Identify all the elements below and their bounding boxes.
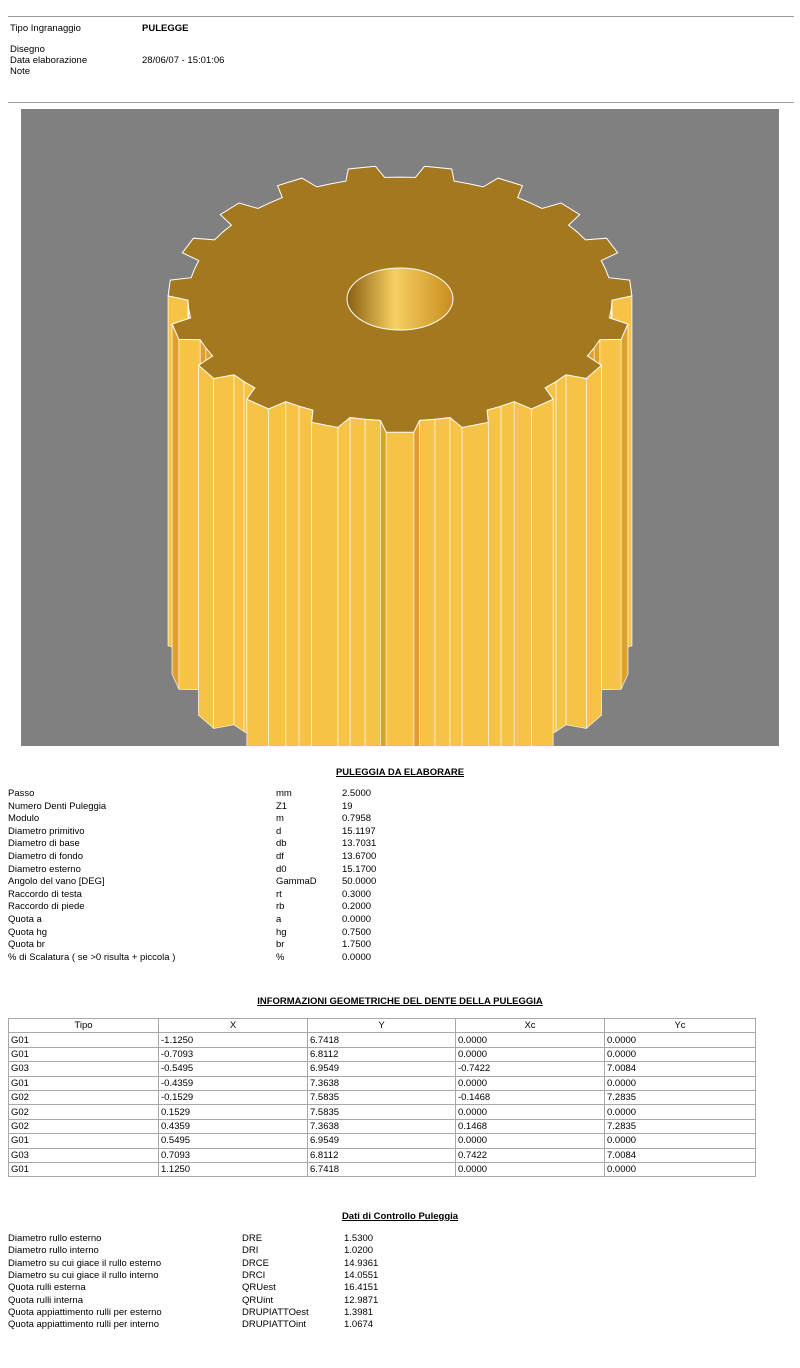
control-symbol: DRE [242, 1233, 263, 1244]
param-symbol: m [276, 813, 284, 825]
control-label: Diametro su cui giace il rullo interno [8, 1269, 159, 1281]
table-row [9, 1076, 756, 1090]
gear-side-facet [338, 418, 350, 747]
control-symbol: DRCE [242, 1257, 269, 1269]
data-value: 28/06/07 - 15:01:06 [142, 55, 225, 66]
table-cell: 6.7418 [308, 1033, 456, 1047]
param-symbol: rb [276, 901, 285, 913]
param-label: % di Scalatura ( se >0 risulta + piccola ) [8, 951, 176, 963]
control-label: Diametro su cui giace il rullo esterno [8, 1257, 162, 1269]
param-value: 15.1700 [342, 863, 377, 875]
param-label: Quota br [8, 939, 45, 951]
gear-side-facet [621, 324, 628, 689]
param-symbol: a [276, 914, 282, 925]
table-cell: 7.2835 [605, 1090, 756, 1104]
gear-bore-hole [347, 268, 453, 330]
control-label: Diametro rullo esterno [8, 1233, 102, 1244]
column-header: Xc [456, 1019, 605, 1033]
header-bottom-rule [8, 102, 794, 103]
section-controllo-title: Dati di Controllo Puleggia [341, 1211, 459, 1222]
control-label: Quota rulli interna [8, 1294, 83, 1306]
gear-side-facet [365, 419, 380, 746]
gear-side-facet [312, 422, 338, 746]
column-header: X [159, 1019, 308, 1033]
tipo-value: PULEGGE [142, 23, 189, 34]
table-cell: 1.1250 [159, 1162, 308, 1176]
control-value: 16.4151 [344, 1282, 379, 1294]
gear-side-facet [566, 375, 586, 729]
table-row [9, 1105, 756, 1119]
gear-side-facet [380, 420, 386, 746]
gear-3d-viewport [21, 109, 779, 746]
param-label: Numero Denti Puleggia [8, 800, 107, 812]
param-value: 15.1197 [342, 825, 376, 837]
param-value: 0.3000 [342, 888, 372, 900]
param-label: Diametro di base [8, 838, 80, 850]
param-value: 50.0000 [342, 876, 377, 888]
table-cell: 0.7422 [456, 1148, 605, 1162]
table-cell: 0.0000 [605, 1076, 756, 1090]
gear-side-facet [450, 418, 462, 747]
table-cell: G02 [9, 1119, 159, 1133]
param-value: 13.6700 [342, 851, 377, 862]
param-label: Diametro primitivo [8, 825, 85, 837]
data-label: Data elaborazione [10, 55, 88, 66]
table-row [9, 1062, 756, 1076]
control-value: 14.9361 [344, 1257, 379, 1269]
note-label: Note [10, 66, 31, 77]
section-geometry-title: INFORMAZIONI GEOMETRICHE DEL DENTE DELLA PULEGGIA [257, 996, 543, 1007]
param-value: 0.7958 [342, 813, 372, 825]
param-symbol: br [276, 939, 285, 951]
gear-side-facet [414, 420, 420, 746]
gear-side-facet [586, 365, 601, 728]
gear-side-facet [600, 339, 621, 689]
section-puleggia-title: PULEGGIA DA ELABORARE [335, 767, 465, 778]
table-cell: -0.1468 [456, 1090, 605, 1104]
table-cell: 0.0000 [605, 1047, 756, 1061]
table-row [9, 1033, 756, 1047]
table-cell: -0.5495 [159, 1062, 308, 1076]
table-cell: G03 [9, 1148, 159, 1162]
table-cell: G01 [9, 1076, 159, 1090]
param-symbol: % [276, 951, 285, 963]
column-header: Y [308, 1019, 456, 1033]
table-cell: 0.0000 [605, 1105, 756, 1119]
disegno-label: Disegno [10, 44, 45, 55]
table-cell: 0.0000 [605, 1162, 756, 1176]
param-value: 0.0000 [342, 951, 372, 963]
control-label: Diametro rullo interno [8, 1245, 99, 1257]
table-cell: 6.9549 [308, 1134, 456, 1148]
gear-side-facet [179, 339, 200, 689]
param-symbol: rt [276, 888, 282, 900]
param-label: Diametro esterno [8, 863, 81, 875]
control-value: 14.0551 [344, 1269, 379, 1281]
table-cell: 7.0084 [605, 1062, 756, 1076]
gear-side-facet [501, 402, 514, 746]
table-cell: 0.0000 [456, 1134, 605, 1148]
param-label: Modulo [8, 813, 40, 825]
control-symbol: DRCI [242, 1269, 266, 1281]
table-row [9, 1119, 756, 1133]
table-cell: 0.0000 [456, 1162, 605, 1176]
param-label: Quota a [8, 914, 42, 925]
tipo-label: Tipo Ingranaggio [10, 23, 81, 34]
column-header: Tipo [9, 1019, 159, 1033]
table-cell: 0.0000 [605, 1033, 756, 1047]
param-value: 19 [342, 800, 353, 812]
param-label: Angolo del vano [DEG] [8, 876, 105, 888]
column-header: Yc [605, 1019, 756, 1033]
control-value: 12.9871 [344, 1294, 379, 1306]
param-symbol: hg [276, 926, 287, 938]
gear-side-facet [286, 402, 299, 746]
geometry-table-header [9, 1019, 756, 1033]
table-cell: G01 [9, 1033, 159, 1047]
table-cell: 7.5835 [308, 1105, 456, 1119]
param-symbol: mm [276, 788, 292, 799]
control-label: Quota appiattimento rulli per interno [8, 1319, 160, 1331]
control-symbol: DRUPIATTOest [242, 1306, 309, 1318]
param-label: Passo [8, 788, 35, 799]
table-cell: 7.3638 [308, 1119, 456, 1133]
control-symbol: QRUint [242, 1294, 274, 1306]
table-cell: 0.5495 [159, 1134, 308, 1148]
table-cell: 6.8112 [308, 1047, 456, 1061]
table-cell: 0.0000 [456, 1105, 605, 1119]
param-label: Diametro di fondo [8, 851, 83, 862]
table-cell: 6.7418 [308, 1162, 456, 1176]
param-value: 1.7500 [342, 939, 372, 951]
param-value: 0.0000 [342, 914, 372, 925]
control-label: Quota rulli esterna [8, 1282, 86, 1294]
gear-side-facet [556, 375, 566, 732]
param-label: Quota hg [8, 926, 48, 938]
table-cell: 0.1529 [159, 1105, 308, 1119]
gear-side-facet [462, 422, 488, 746]
gear-side-facet [199, 365, 214, 728]
gear-render [21, 109, 779, 746]
gear-side-facet [269, 402, 286, 746]
table-cell: 0.0000 [456, 1076, 605, 1090]
top-rule [8, 16, 794, 17]
control-symbol: QRUest [242, 1282, 276, 1294]
table-cell: 7.3638 [308, 1076, 456, 1090]
table-cell: 0.0000 [605, 1134, 756, 1148]
table-cell: -1.1250 [159, 1033, 308, 1047]
param-value: 0.2000 [342, 901, 372, 913]
param-symbol: GammaD [276, 876, 317, 888]
param-value: 0.7500 [342, 926, 372, 938]
table-cell: -0.7422 [456, 1062, 605, 1076]
control-symbol: DRI [242, 1245, 259, 1257]
table-cell: 0.0000 [456, 1047, 605, 1061]
table-row [9, 1090, 756, 1104]
gear-side-facet [420, 419, 435, 746]
table-cell: 0.7093 [159, 1148, 308, 1162]
table-cell: 7.2835 [605, 1119, 756, 1133]
control-value: 1.0200 [344, 1245, 374, 1257]
table-cell: G01 [9, 1047, 159, 1061]
param-symbol: d [276, 825, 282, 837]
geometry-table-body [9, 1033, 756, 1177]
table-cell: G02 [9, 1105, 159, 1119]
param-label: Raccordo di piede [8, 901, 85, 913]
param-symbol: db [276, 838, 287, 850]
gear-side-facet [172, 324, 179, 689]
gear-side-facet [234, 375, 244, 732]
param-value: 2.5000 [342, 788, 372, 799]
table-cell: G03 [9, 1062, 159, 1076]
param-symbol: df [276, 851, 284, 862]
table-cell: 6.9549 [308, 1062, 456, 1076]
gear-side-facet [531, 399, 553, 746]
geometry-table [8, 1018, 756, 1177]
table-cell: -0.4359 [159, 1076, 308, 1090]
table-row [9, 1047, 756, 1061]
table-row [9, 1148, 756, 1162]
param-value: 13.7031 [342, 838, 377, 850]
control-value: 1.3981 [344, 1306, 374, 1318]
table-cell: 7.0084 [605, 1148, 756, 1162]
table-cell: G02 [9, 1090, 159, 1104]
table-cell: 0.1468 [456, 1119, 605, 1133]
table-row [9, 1162, 756, 1176]
control-symbol: DRUPIATTOint [242, 1319, 307, 1331]
table-cell: 0.4359 [159, 1119, 308, 1133]
control-value: 1.5300 [344, 1233, 374, 1244]
gear-side-facet [514, 402, 531, 746]
control-label: Quota appiattimento rulli per esterno [8, 1306, 162, 1318]
table-cell: G01 [9, 1162, 159, 1176]
gear-side-facet [299, 406, 313, 746]
table-cell: 0.0000 [456, 1033, 605, 1047]
gear-side-facet [435, 418, 450, 747]
table-cell: -0.7093 [159, 1047, 308, 1061]
table-cell: 7.5835 [308, 1090, 456, 1104]
table-cell: -0.1529 [159, 1090, 308, 1104]
table-row [9, 1134, 756, 1148]
gear-side-facet [386, 432, 414, 746]
table-cell: G01 [9, 1134, 159, 1148]
table-cell: 6.8112 [308, 1148, 456, 1162]
gear-side-facet [214, 375, 234, 729]
gear-side-facet [487, 406, 501, 746]
gear-side-facet [350, 418, 365, 747]
gear-side-facet [247, 399, 269, 746]
param-label: Raccordo di testa [8, 888, 82, 900]
param-symbol: d0 [276, 863, 287, 875]
param-symbol: Z1 [276, 800, 288, 812]
control-value: 1.0674 [344, 1319, 374, 1331]
